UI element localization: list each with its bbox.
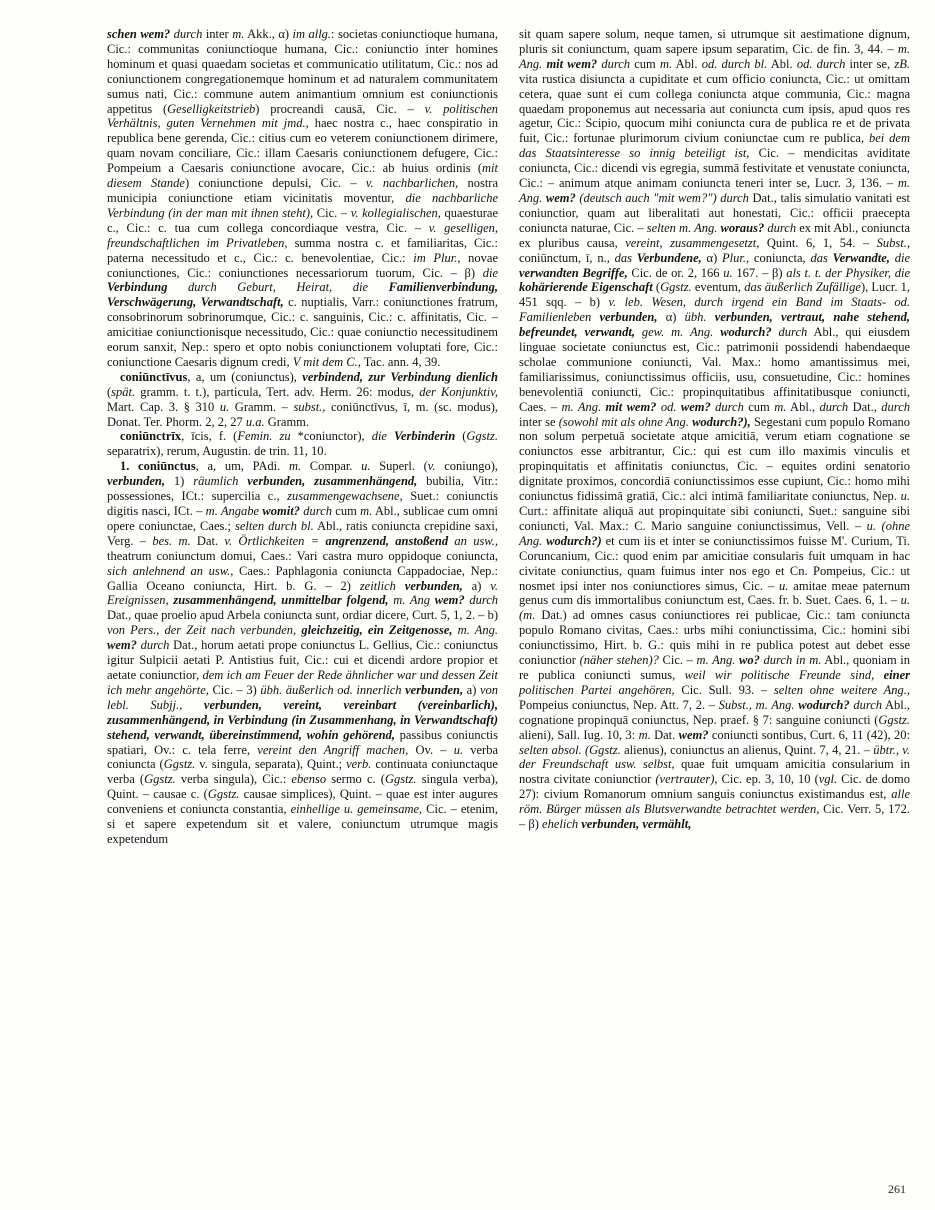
text-segment: Abl., cognatione propinquā coniunctus, Nep. praef. § 7: sanguine coniuncti ( <box>519 697 911 727</box>
text-segment: zeitlich <box>359 578 405 593</box>
text-segment: selten durch bl. <box>234 518 314 533</box>
text-segment: Verwandte, <box>832 250 890 265</box>
text-segment: dem ich am Feuer der Rede ähnlicher war und dessen Zeit ich mehr angehörte, <box>107 667 498 697</box>
text-segment: die <box>482 265 498 280</box>
text-segment: Cic. – etenim, si et sapere expetendum sit et valere, coniunctum utrumque magis expetendum <box>107 802 499 846</box>
entry-coniunctrix <box>107 429 498 459</box>
text-segment: im Plur., <box>413 250 461 265</box>
text-segment: v. Örtlichkeiten = <box>224 533 326 548</box>
text-segment: α) <box>701 250 723 265</box>
text-segment: verbunden, <box>405 682 464 697</box>
text-segment: ( <box>107 384 112 399</box>
text-segment: m. <box>288 459 302 474</box>
text-segment: Pompeius coniunctus, Nep. Att. 7, 2. – <box>519 697 719 712</box>
text-segment: m. Ang. <box>696 653 740 668</box>
text-segment: od. durch bl. <box>701 56 768 71</box>
text-segment: u. <box>900 489 910 504</box>
text-segment: inter se, <box>845 56 895 71</box>
text-segment: Cic. ep. 3, 10, 10 ( <box>717 772 819 787</box>
text-segment: (deutsch auch "mit wem?") durch <box>575 190 749 205</box>
text-segment: alienus), coniunctus an alienus, Quint. 7, 4, 21. – <box>620 742 874 757</box>
text-segment: selten absol. (Ggstz. <box>519 742 621 757</box>
text-segment: u. (ohne Ang. <box>519 518 910 548</box>
text-segment: verbunden, vertraut, nahe stehend, befreundet, verwandt, <box>519 310 911 340</box>
text-segment: einhellige u. gemeinsame, <box>290 802 423 817</box>
text-segment: (vertrauter), <box>655 772 718 787</box>
text-segment: Dat., quae proelio apud Arbela coniuncta sunt, ordiar dicere, Curt. 5, 1, 2. – b) <box>107 608 498 623</box>
text-segment: continuata coniunctaque verba ( <box>107 757 498 787</box>
text-segment: quaesturae c., Cic.: c. tua cum collega concordiaque vestra, Cic. – <box>107 205 498 235</box>
text-segment: das <box>614 250 637 265</box>
text-segment: Cic. de or. 2, 166 <box>627 265 724 280</box>
text-segment: mit wem? <box>546 56 598 71</box>
text-segment: coniūnctīvus <box>120 369 188 384</box>
text-segment: Abl. <box>767 56 797 71</box>
text-segment: v. leb. Wesen, durch irgend ein Band im Staats- od. Familienleben <box>519 295 910 325</box>
text-segment: wodurch? <box>798 697 850 712</box>
text-segment: mit wem? <box>605 399 657 414</box>
text-segment: cum <box>331 504 361 518</box>
text-segment: übtr., v. der Freundschaft usw. selbst, <box>519 742 911 772</box>
text-segment: Dat., talis simulatio vanitati est coniunctior, quam aut liberalitati aut honestati, Cic.: officii praecepta coniuncta naturae, Cic. – <box>519 190 910 235</box>
text-segment: Ggstz. <box>660 280 692 295</box>
text-segment: V mit dem C., <box>292 354 361 369</box>
text-segment: alieni), Sall. Iug. 10, 3: <box>519 727 639 742</box>
text-segment: coniūnctrīx <box>120 429 182 444</box>
entry-coniunctus-continuation <box>519 27 910 832</box>
left-column <box>107 27 498 847</box>
text-segment: verwandten Begriffe, <box>519 265 628 280</box>
text-segment: u.a. <box>245 414 265 429</box>
text-segment: coniuncta, <box>749 250 811 265</box>
text-segment: Dat. <box>650 727 679 742</box>
text-segment: bes. m. <box>152 533 191 548</box>
text-segment: die <box>889 250 911 265</box>
text-segment: verbunden, <box>107 474 165 489</box>
text-segment: m. Ang. <box>519 176 910 205</box>
text-segment: Cic. – <box>658 653 697 668</box>
text-segment: die nachbarliche Verbindung (in der man mit ihnen steht), <box>107 190 498 220</box>
text-segment: an usw., <box>448 533 498 548</box>
text-segment: Cic. – 3) <box>208 682 261 697</box>
text-segment: Ggstz. <box>466 429 498 444</box>
text-segment: durch in m. <box>759 653 822 668</box>
text-segment: u. <box>453 742 464 757</box>
text-segment: womit? <box>262 504 300 518</box>
text-segment: m. <box>232 27 245 41</box>
text-segment: bei dem das Staatsinteresse so innig beteiligt ist, <box>519 131 910 161</box>
text-segment: cum <box>630 56 660 71</box>
text-segment: Ggstz. <box>878 712 910 727</box>
text-segment: wodurch? <box>720 325 772 340</box>
text-segment: m. Ang <box>388 593 435 608</box>
text-segment: durch <box>464 593 499 608</box>
text-segment: (näher stehen)? <box>579 653 659 668</box>
text-segment: v. geselligen, freundschaftlichen im Privatleben, <box>107 220 498 250</box>
text-segment: woraus? <box>720 220 765 235</box>
text-segment: Subst., <box>876 235 911 250</box>
text-segment: verbunden, vereint, vereinbart (vereinbarlich), zusammenhängend, in Verbindung (in Zusammenhang, in Verwandtschaft) stehend, verwandt, übereinstimmend, wohin gehörend, <box>107 697 498 742</box>
text-segment: od. <box>656 399 681 414</box>
text-segment: Suet.: coniunctis digitis nasci, ICt. – <box>107 489 499 518</box>
text-segment: weil wir politische Freunde sind, <box>684 667 884 682</box>
entry-coniunctivus <box>107 370 498 430</box>
text-segment: zusammenhängend, unmittelbar folgend, <box>173 593 389 608</box>
text-segment: sich anlehnend an usw., <box>107 563 234 578</box>
text-segment: Geselligkeitstrieb <box>167 101 256 116</box>
text-segment: durch Geburt, Heirat, die <box>167 280 389 295</box>
text-segment: vereint den Angriff machen, <box>257 742 409 757</box>
text-segment: ) procreandi causā, Cic. – <box>255 101 425 116</box>
text-segment: cum <box>743 399 775 414</box>
text-segment: singula verba), Quint. – causae c. ( <box>107 772 498 802</box>
text-segment: verb. <box>346 757 372 772</box>
text-segment: durch <box>849 697 883 712</box>
text-segment: Curt.: affinitate aliquā aut propinquitate sibi coniuncti, Suet.: sanguine sibi coniuncti, Val. Max.: C. Mario sanguine coniunctissimus, Vell. – <box>519 504 910 533</box>
text-segment: räumlich <box>193 474 248 489</box>
text-segment: Dat. <box>190 533 225 548</box>
text-segment: Abl., quoniam in re publica coniuncti sumus, <box>519 653 911 682</box>
text-segment: Gramm. <box>264 414 310 429</box>
text-segment: v. singula, separata), Quint.; <box>195 757 347 772</box>
text-segment: coniungo), <box>435 459 499 474</box>
text-segment: u. <box>361 459 371 474</box>
text-segment: sermo c. ( <box>326 772 385 787</box>
text-segment: coniūnctum, ī, n., <box>519 250 615 265</box>
text-segment: durch <box>771 325 808 340</box>
text-segment: nostra municipia coniunctione etiam vicinitatis moventur, <box>107 176 499 205</box>
text-segment: theatrum coniunctum domui, Caes.: Vari castra muro oppidoque coniuncta, <box>107 548 498 563</box>
text-segment: politischen Partei angehören, <box>519 682 675 697</box>
text-segment: Familienverbindung, Verschwägerung, Verwandtschaft, <box>107 280 498 310</box>
text-segment: Cic. Verr. 5, 172. – β) <box>519 802 910 832</box>
text-segment: Abl. <box>672 56 702 71</box>
text-segment: das äußerlich Zufällige <box>744 280 861 295</box>
text-segment: kohärierende Eigenschaft <box>519 280 653 295</box>
text-segment: mit diesem Stande <box>107 161 498 191</box>
text-segment: 167. – β) <box>732 265 787 280</box>
text-segment: zB. <box>894 56 911 71</box>
text-segment: amitae meae paternum genus cum dis immortalibus coniunctum est, Caes. fr. b. Suet. Caes. 6, 1. – <box>519 578 910 608</box>
text-segment: v. <box>427 459 436 474</box>
text-segment: verbunden, <box>599 310 658 325</box>
text-segment: angrenzend, anstoßend <box>325 533 449 548</box>
text-segment: u. <box>219 399 230 414</box>
text-segment: ebenso <box>291 772 327 787</box>
text-segment: u. (m. <box>519 593 910 623</box>
text-segment: Verbundene, <box>636 250 702 265</box>
page-number: 261 <box>888 1182 906 1196</box>
text-segment: inter <box>205 27 233 41</box>
text-segment: summa nostra c. et familiaritas, Cic.: paterna necessitudo et c., Cic.: c. benevolentiae, Cic.: <box>107 235 498 265</box>
text-segment: quae fuit umquam amicitia consularium in nostra civitate coniunctior <box>519 757 910 787</box>
text-segment: Mart. Cap. 3. § 310 <box>107 399 220 414</box>
text-segment: ), Lucr. 1, 451 sqq. – b) <box>519 280 911 310</box>
text-segment: übh. <box>684 310 715 325</box>
text-segment: a) <box>463 682 480 697</box>
text-segment: Gramm. – <box>229 399 294 414</box>
right-column <box>519 27 910 847</box>
text-segment: a) <box>462 578 491 593</box>
text-segment: u. <box>779 578 789 593</box>
text-segment: m. <box>774 399 787 414</box>
text-segment: Quint. 6, 1, 54. – <box>759 235 877 250</box>
text-segment: Ggstz. <box>144 772 176 787</box>
text-segment: separatrix), rerum, Augustin. de trin. 11, 10. <box>107 444 327 459</box>
text-segment: gew. m. Ang. <box>634 325 721 340</box>
text-segment: verba coniuncta ( <box>107 742 498 772</box>
text-segment: ( <box>652 280 661 295</box>
text-segment: , īcis, f. ( <box>181 429 238 444</box>
text-segment: subst., <box>293 399 326 414</box>
text-segment: eventum, <box>691 280 745 295</box>
text-segment: m. Ang. <box>561 399 606 414</box>
text-segment: Dat.) ad omnes casus coniunctiores rei publicae, Cic.: tam coniuncta populo Romano civitas, Caes.: urbs mihi coniunctissima, Cic.: homini sibi coniunctissimo, Hirt. b. G.: quis mihi in re publica potest aut debet esse coniunctior <box>519 608 910 668</box>
text-segment: sit quam sapere solum, neque tamen, si utrumque sit aestimatione dignum, pluris sit coniunctum, quam sapere ipsum separatim, Cic. de fin. 3, 44. – <box>519 27 910 56</box>
text-segment: Femin. zu <box>237 429 291 444</box>
text-segment: der Konjunktiv, <box>419 384 498 399</box>
text-segment: coniuncti sontibus, Curt. 6, 11 (42), 20: <box>708 727 910 742</box>
text-segment: m. Angabe <box>205 504 263 518</box>
text-segment: vereint, zusammengesetzt, <box>625 235 760 250</box>
text-segment: v. kollegialischen, <box>350 205 441 220</box>
text-segment: durch <box>764 220 797 235</box>
text-segment: haec nostra c., haec conspiratio in republica bene gerenda, Cic.: citius cum eo veterem coniunctionem dirimere, quam novam conciliare, Cic.: illam Caesaris coniunctionem defugere, Cic.: Pompeium a Caesaris coniunctione avocare, Cic.: ab huius ordinis ( <box>107 116 498 176</box>
text-segment: wo? <box>739 653 760 668</box>
text-segment: Cic. – mendicitas aviditate coniuncta, Cic.: dicendi vis egregia, summā festivitate et venustate coniuncta, Cic.: – animum atque animam coniuncta teneri inter se, Lucr. 3, 136. – <box>519 146 910 191</box>
text-segment: Segestani cum populo Romano non solum perpetuā societate atque amicitiā, verum etiam cognatione se coniunctos esse arbitrantur, Cic.: qui est cum illo maximis vinculis et propinquitatis et affinitatis coniunctus, Cic. – equites ordini senatorio dignitate proximos, concordiā coniunctissimos esse cupiunt, Cic.: homo mihi coniunctus fidissimā gratiā, Cic.: alci intimā familiaritate coniunctus, Nep. <box>519 414 911 504</box>
text-segment: durch <box>170 27 206 41</box>
text-segment: Abl., <box>786 399 820 414</box>
text-segment: m. <box>638 727 651 742</box>
text-segment: einer <box>883 667 910 682</box>
text-segment: ) coniunctione depulsi, Cic. – <box>184 176 366 191</box>
text-segment: Verbinderin <box>394 429 456 444</box>
text-segment: selten m. Ang. <box>646 220 721 235</box>
text-segment: verbunden, <box>404 578 463 593</box>
text-segment: v. nachbarlichen, <box>365 176 459 191</box>
text-segment: m. Ang. <box>519 41 910 71</box>
entry-coniunctio-continuation <box>107 27 498 370</box>
text-segment: Cic. Sull. 93. – <box>674 682 774 697</box>
text-segment: schen wem? <box>107 27 171 41</box>
text-segment: durch <box>299 504 332 518</box>
text-segment: v. politischen Verhältnis, guten Vernehmen mit jmd., <box>107 101 498 131</box>
text-segment: c. nuptialis, Varr.: coniunctiones fratrum, consobrinorum sobrinorumque, Cic.: c. sanguinis, Cic.: c. affinitatis, Cic. – amicitiae coniunctionisque necessitudo, Cic.: quae coniunctio necessitudinem eorum sanxit, Nep.: spero et opto nobis coniunctionem voluptati fore, Cic.: coniunctione Caesaris dignum credi, <box>107 295 498 369</box>
text-segment: durch <box>881 399 910 414</box>
text-segment: Superl. ( <box>370 459 428 474</box>
text-segment: wodurch?) <box>546 533 602 548</box>
text-segment: od. durch <box>796 56 846 71</box>
text-segment: α) <box>657 310 685 325</box>
text-segment: coniūnctīvus, ī, m. (sc. modus), Donat. Ter. Phorm. 2, 2, 27 <box>107 399 499 429</box>
text-segment: m. <box>360 504 373 518</box>
text-segment: u. <box>723 265 733 280</box>
text-segment: zusammengewachsene, <box>287 489 403 504</box>
text-segment: ( <box>455 429 467 444</box>
text-segment: durch <box>597 56 631 71</box>
text-segment: verbindend, zur Verbindung dienlich <box>302 369 498 384</box>
text-segment: Abl., qui eiusdem linguae societate coniunctus est, Cic.: patrimonii possidendi habendaeque scholae communione coniuncti, Val. Max.: homo amantissimus mei, familiarissimus, coniunctissimus officiis, usu, consuetudine, Cic.: homines benevolentiā coniuncti, Cic.: propinquitatibus affinitatibusque coniuncti, Caes. – <box>519 325 910 414</box>
text-segment: inter se <box>519 414 559 429</box>
text-segment: Subst., m. Ang. <box>718 697 799 712</box>
text-segment: im allg. <box>292 27 332 41</box>
text-segment: bubilia, Vitr.: possessiones, ICt.: supercilia c., <box>107 474 498 504</box>
text-segment: , a, um, PAdi. <box>195 459 289 474</box>
text-segment: Ggstz. <box>207 787 240 802</box>
text-segment: Akk., α) <box>244 27 293 41</box>
text-segment: m. <box>659 56 673 71</box>
text-segment: ehelich <box>542 817 582 832</box>
entry-coniunctus <box>107 459 498 847</box>
text-segment: 1. coniūnctus <box>120 459 196 474</box>
text-segment: *coniunctor), <box>290 429 372 444</box>
text-segment: durch <box>819 399 849 414</box>
text-segment: verba singula), Cic.: <box>175 772 292 787</box>
text-segment: novae coniunctiones, Cic.: coniunctiones necessariorum tuorum, Cic. – β) <box>107 250 498 280</box>
text-segment: : societas coniunctioque humana, Cic.: communitas coniunctioque humana, Cic.: coniunctio inter homines hominum et quasi quaedam societas et communicatio utilitatum, Cic.: nos ad coniunctionem congregationemque hominum et ad naturalem communitatem sumus nati, Cic.: commune autem animantium omnium est coniunctionis appetitus ( <box>107 27 498 116</box>
text-segment: vgl. <box>818 772 838 787</box>
text-segment: gramm. t. t.), particula, Tert. adv. Herm. 26: modus, <box>135 384 420 399</box>
text-segment: selten ohne weitere Ang., <box>773 682 910 697</box>
text-segment: Verbindung <box>107 280 168 295</box>
text-segment: Plur., <box>722 250 750 265</box>
text-segment: das <box>810 250 833 265</box>
text-segment: von lebl. Subjj., <box>107 682 498 712</box>
text-segment: Ggstz. <box>384 772 417 787</box>
text-segment: Compar. <box>301 459 362 474</box>
text-segment: als t. t. der Physiker, die <box>786 265 910 280</box>
text-segment: spät. <box>111 384 136 399</box>
text-segment: gleichzeitig, ein Zeitgenosse, <box>301 623 453 638</box>
text-segment: durch <box>136 638 170 653</box>
text-segment: verbunden, zusammenhängend, <box>247 474 418 489</box>
text-segment: durch <box>710 399 744 414</box>
text-segment: wem? <box>680 399 711 414</box>
text-segment: die <box>371 429 395 444</box>
text-segment: wem? <box>434 593 465 608</box>
text-segment: causae simplices), Quint. – quae est inter augures conveniens et coniuncta constantia, <box>107 787 499 817</box>
text-segment: von Pers., der Zeit nach verbunden, <box>107 623 302 638</box>
text-segment: et cum iis et inter se coniunctissimos fuisse M'. Curium, Ti. Coruncanium, Cic.: quod enim par amicitiae consularis fuit umquam in hac civitate coniunctius, quam fuimus inter nos ego et Cn. Pompeius, Cic.: ut nosmet ipsi inter nos coniunctiores simus, Cic. – <box>519 533 910 593</box>
text-columns <box>107 27 910 847</box>
text-segment: m. Ang. <box>452 623 498 638</box>
text-segment: wem? <box>545 190 576 205</box>
text-segment: v. Ereignissen, <box>107 578 498 608</box>
text-segment: wodurch?), <box>692 414 751 429</box>
text-segment: alle röm. Bürger müssen als Blutsverwandte betrachtet werden, <box>519 787 910 817</box>
text-segment: Ov. – <box>408 742 454 757</box>
text-segment: 1) <box>165 474 194 489</box>
text-segment: Ggstz. <box>163 757 196 772</box>
text-segment: verbunden, vermählt, <box>581 817 692 832</box>
text-segment: Cic. de domo 27): civium Romanorum omnium sanguis coniunctus existimandus est, <box>519 772 910 802</box>
text-segment: Cic. – <box>313 205 351 220</box>
text-segment: Tac. ann. 4, 39. <box>360 354 441 369</box>
text-segment: passibus coniunctis spatiari, Ov.: c. tela ferre, <box>107 727 498 757</box>
text-segment: übh. äußerlich od. innerlich <box>260 682 406 697</box>
text-segment: Caes.: Paphlagonia coniuncta Cappadociae, Nep.: Gallia Oceano coniuncta, Hirt. b. G. – 2) <box>107 563 498 593</box>
text-segment: Abl., sublicae cum omni opere coniunctae, Caes.; <box>107 504 498 533</box>
text-segment: wem? <box>678 727 709 742</box>
text-segment: Dat., <box>848 399 882 414</box>
text-segment: vita rustica disiuncta a cupiditate et cum officio coniuncta, Cic.: ut omittam cetera, quae sunt ei cum collega coniuncta atque communia, Cic.: magna quaedam proponemus aut necessaria aut coniuncta cum ipsis, apud quos res agetur, Cic.: Scipio, quocum mihi coniuncta cura de publica re et de privata fuit, Cic.: fortunae plurimorum civium coniunctae cum re publica, <box>519 71 910 146</box>
text-segment: wem? <box>107 638 137 653</box>
text-segment: Abl., ratis coniuncta crepidine saxi, Verg. – <box>107 518 499 548</box>
text-segment: (sowohl mit als ohne Ang. <box>558 414 693 429</box>
text-segment: , a, um (coniunctus), <box>187 369 303 384</box>
text-segment: Dat., horum aetati prope coniunctus L. Gellius, Cic.: coniunctus igitur Sulpicii aetati P. Antistius fuit, Cic.: cui et dicendi ardore propior et aetate coniunctior, <box>107 638 498 682</box>
text-segment: ex mit Abl., coniuncta ex pluribus causa, <box>519 220 910 250</box>
